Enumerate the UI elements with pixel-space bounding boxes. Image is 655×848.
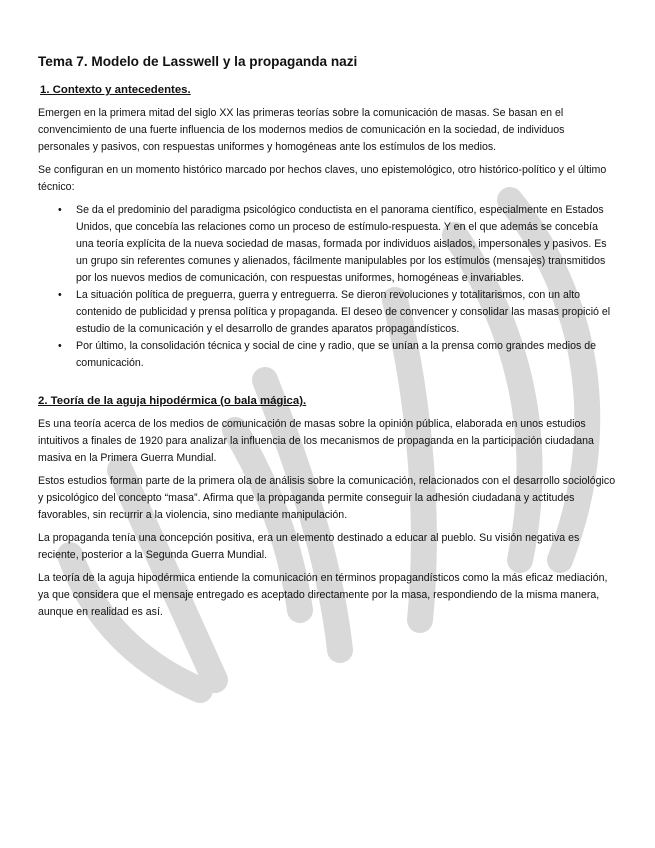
bullet-icon: •	[58, 204, 62, 216]
bullet-text: Se da el predominio del paradigma psicológico conductista en el panorama científico, especialmente en Estados Unidos, que concebía las relaciones como un proceso de estímulo-respuesta. Y en el que además se concebía una teoría explícita de la nueva sociedad de masas, formada por individuos aislados, impersonales y pasivos. Es un grupo sin referentes comunes y alienados, fácilmente manipulables por los estímulos (mensajes) transmitidos por los nuevos medios de comunicación, con respuestas uniformes, homogéneas e invariables.	[76, 204, 607, 284]
document-page	[38, 52, 618, 627]
paragraph-theory-2: Estos estudios forman parte de la primera ola de análisis sobre la comunicación, relacionados con el desarrollo sociológico y psicológico del concepto “masa”. Afirma que la propaganda permite conseguir la adhesión ciudadana y actitudes favorables, sin recurrir a la violencia, sino mediante manipulación.	[38, 475, 616, 521]
section-heading-hypodermic-needle: 2. Teoría de la aguja hipodérmica (o bala mágica).	[38, 395, 307, 407]
bullet-item-technical	[58, 338, 618, 372]
bullet-item-epistemological	[58, 202, 618, 287]
paragraph-theory-3: La propaganda tenía una concepción positiva, era un elemento destinado a educar al pueblo. Su visión negativa es reciente, posterior a la Segunda Guerra Mundial.	[38, 532, 580, 561]
paragraph-theory-1: Es una teoría acerca de los medios de comunicación de masas sobre la opinión pública, elaborada en unos estudios intuitivos a finales de 1920 para analizar la influencia de los mecanismos de propaganda en la participación ciudadana masiva en la Primera Guerra Mundial.	[38, 418, 594, 464]
bullet-text: Por último, la consolidación técnica y social de cine y radio, que se unían a la prensa como grandes medios de comunicación.	[76, 340, 596, 369]
bullet-icon: •	[58, 289, 62, 301]
bullet-text: La situación política de preguerra, guerra y entreguerra. Se dieron revoluciones y totalitarismos, con un alto contenido de publicidad y prensa política y propaganda. El deseo de convencer y consolidar las masas propició el estudio de la comunicación y el desarrollo de grandes aparatos propagandísticos.	[76, 289, 611, 335]
document-title: Tema 7. Modelo de Lasswell y la propaganda nazi	[38, 54, 358, 69]
bullet-item-political	[58, 287, 618, 338]
paragraph-theory-4: La teoría de la aguja hipodérmica entiende la comunicación en términos propagandísticos como la más eficaz mediación, ya que considera que el mensaje entregado es aceptado directamente por la masa, respondiendo de la misma manera, aunque en realidad es así.	[38, 572, 608, 618]
bullet-icon: •	[58, 340, 62, 352]
section-heading-context: 1. Contexto y antecedentes.	[40, 84, 191, 96]
bullet-list-key-events	[38, 202, 618, 372]
paragraph-context-1: Emergen en la primera mitad del siglo XX las primeras teorías sobre la comunicación de masas. Se basan en el convencimiento de una fuerte influencia de los modernos medios de comunicación en la sociedad, de individuos personales y pasivos, con respuestas uniformes y homogéneas ante los estímulos de los medios.	[38, 107, 565, 153]
section-spacer	[38, 372, 618, 392]
paragraph-context-2: Se configuran en un momento histórico marcado por hechos claves, uno epistemológico, otro histórico-político y el último técnico:	[38, 164, 607, 193]
